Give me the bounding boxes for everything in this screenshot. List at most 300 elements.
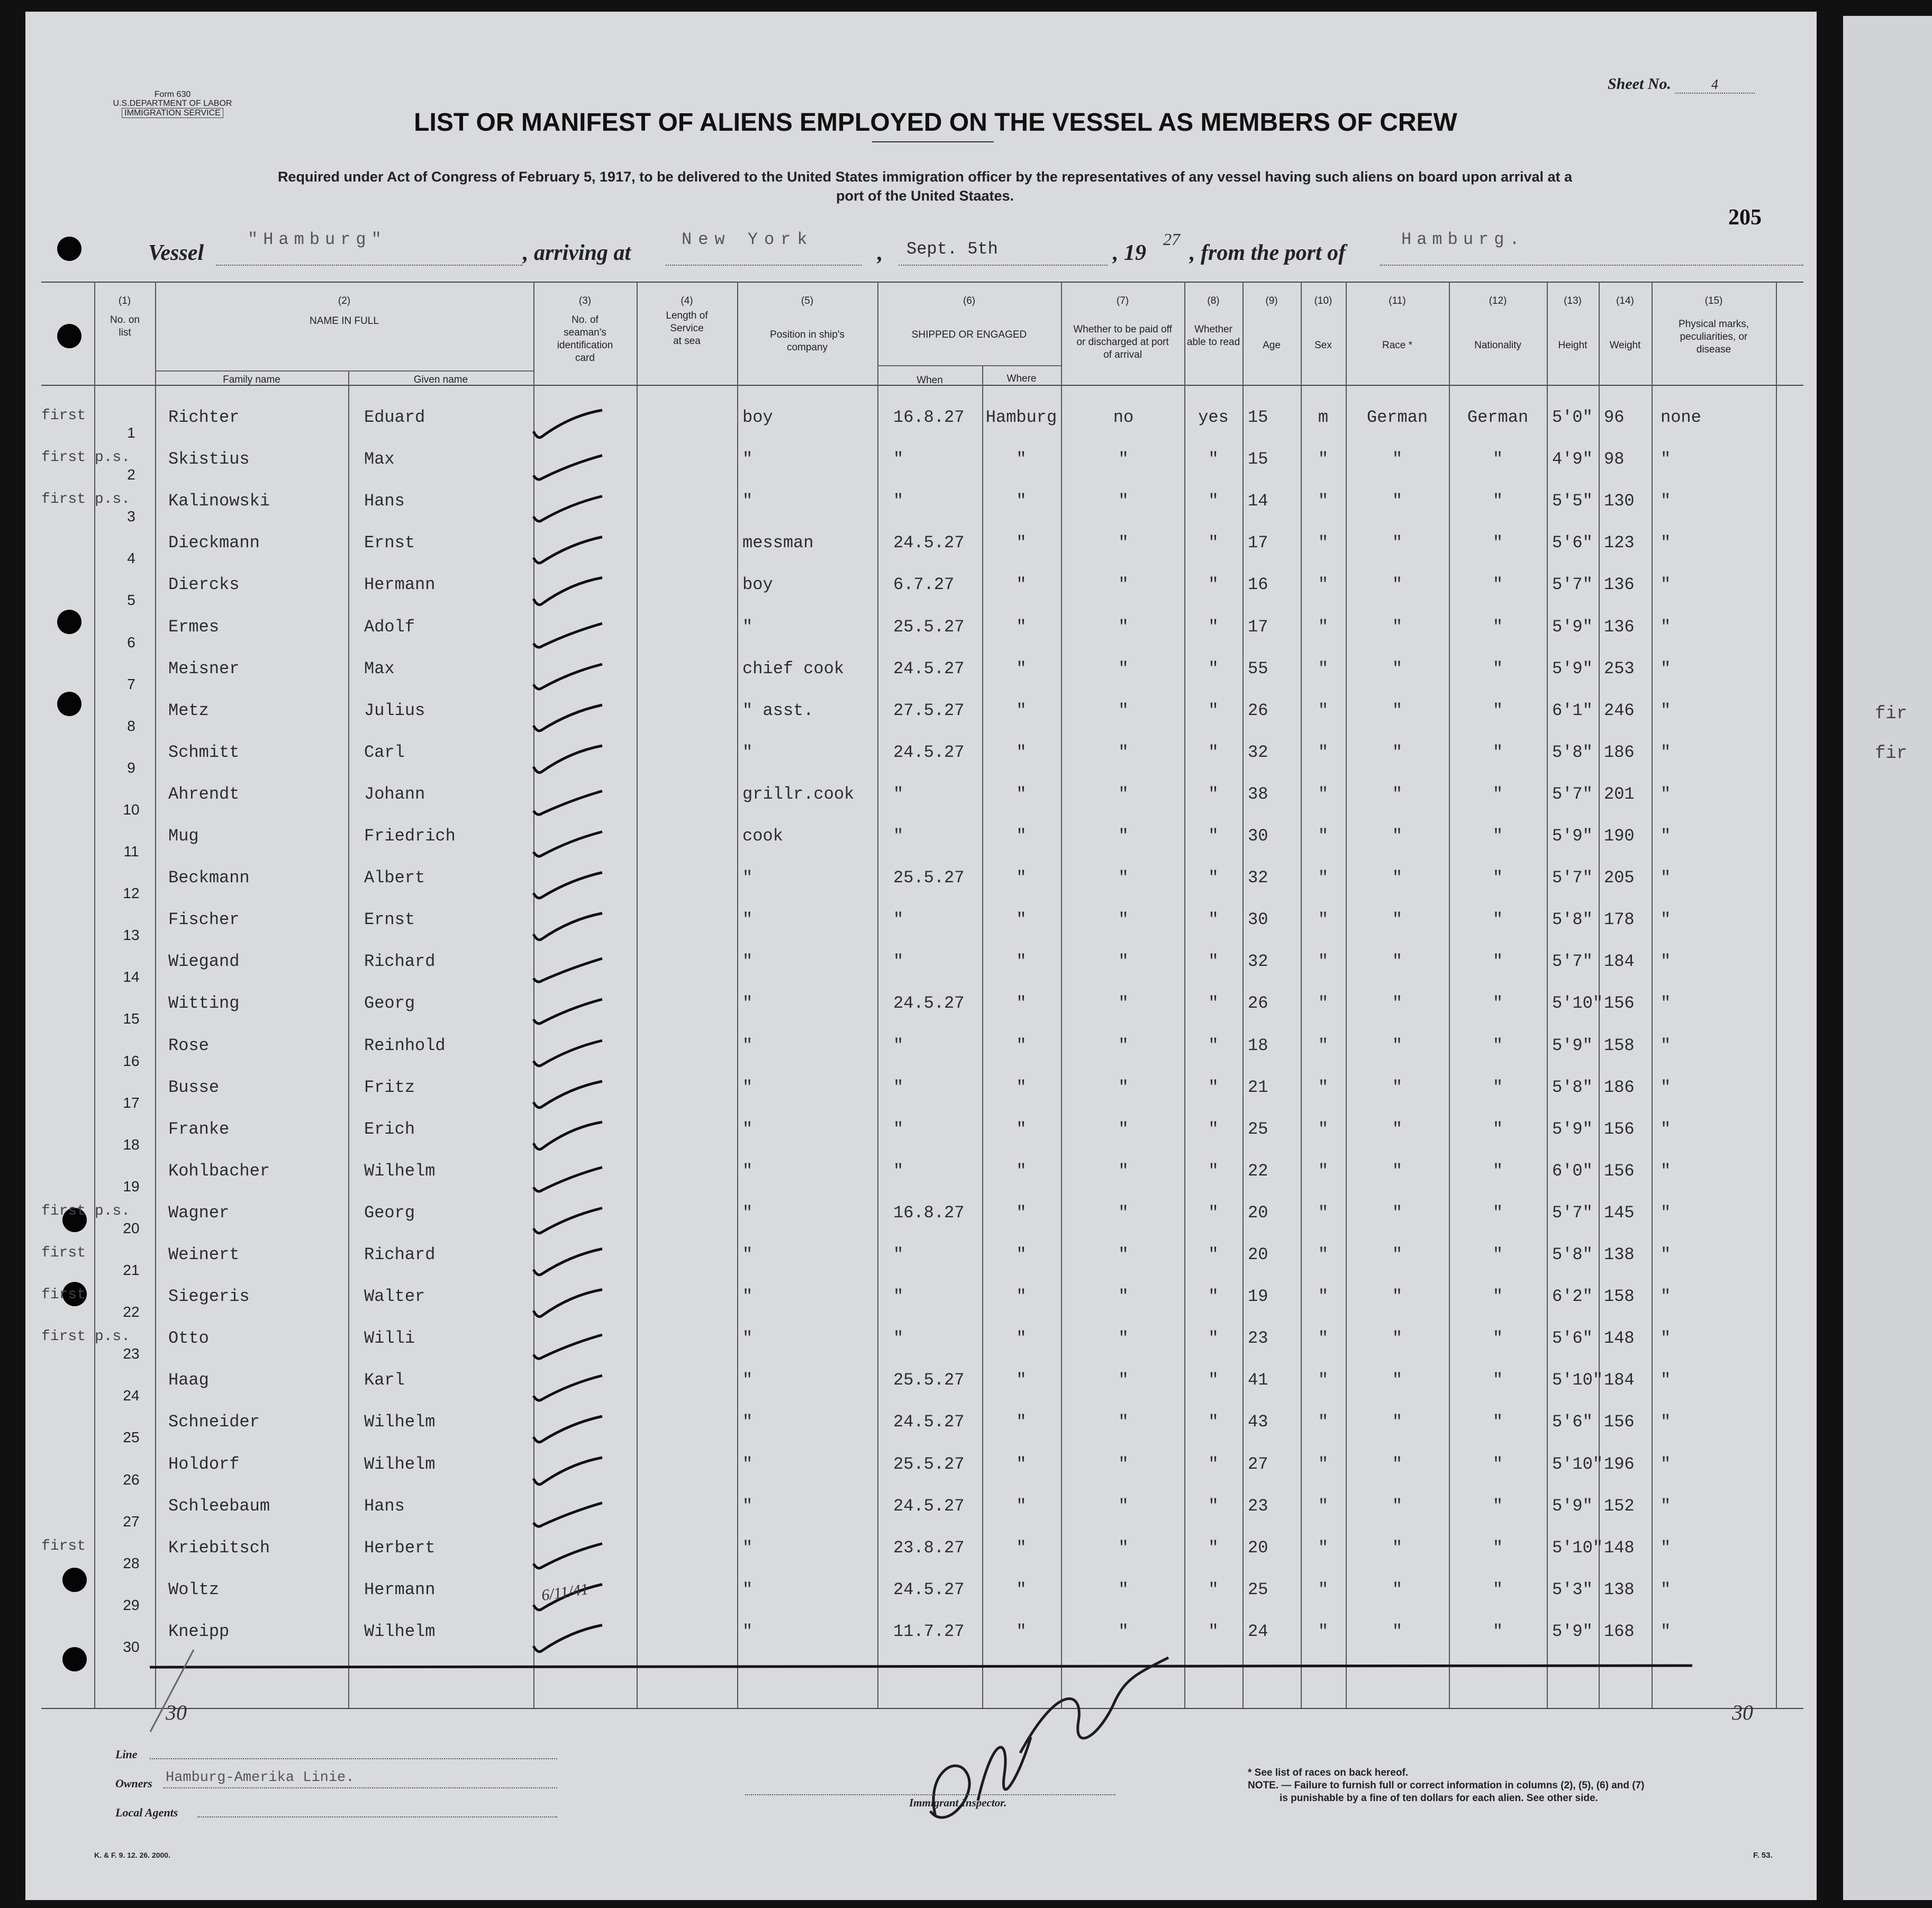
cell-position: " <box>742 1412 753 1432</box>
cell-where: " <box>1016 784 1027 804</box>
cell-position: " <box>742 1579 753 1599</box>
total-count-right: 30 <box>1732 1701 1753 1724</box>
cell-height: 5'6" <box>1552 1412 1593 1432</box>
cell-race: " <box>1392 1538 1403 1558</box>
cell-position: " <box>742 1538 753 1558</box>
cell-family: Schmitt <box>168 742 240 762</box>
cell-nat: " <box>1492 1454 1503 1474</box>
cell-height: 5'10" <box>1552 1454 1603 1474</box>
cell-weight: 158 <box>1604 1035 1635 1055</box>
cell-paid: " <box>1118 1454 1129 1474</box>
cell-race: " <box>1392 1035 1403 1055</box>
cell-paid: " <box>1118 1621 1129 1641</box>
cell-age: 20 <box>1248 1245 1268 1264</box>
cell-weight: 138 <box>1604 1245 1635 1264</box>
cell-family: Diercks <box>168 575 240 595</box>
cell-position: " <box>742 868 753 888</box>
cell-weight: 253 <box>1604 658 1635 679</box>
cell-margin: first p.s. <box>41 449 131 466</box>
row-number: 7 <box>127 675 135 692</box>
row-number: 17 <box>123 1094 140 1111</box>
cell-race: " <box>1392 1328 1403 1349</box>
cell-race: " <box>1392 993 1403 1014</box>
row-number: 6 <box>127 634 135 650</box>
header-label: NAME IN FULL <box>310 315 379 327</box>
cell-age: 25 <box>1248 1119 1268 1139</box>
document-title: LIST OR MANIFEST OF ALIENS EMPLOYED ON THE VESSEL AS MEMBERS OF CREW <box>414 108 1457 137</box>
cell-weight: 156 <box>1604 1161 1635 1181</box>
cell-paid: " <box>1118 1579 1129 1599</box>
header-num: (5) <box>801 295 814 306</box>
cell-family: Richter <box>168 408 240 427</box>
sheet-number: 4 <box>1675 77 1755 94</box>
cell-marks: " <box>1661 1077 1671 1097</box>
cell-weight: 130 <box>1604 491 1635 511</box>
cell-height: 5'7" <box>1552 952 1593 972</box>
cell-nat: " <box>1492 1538 1503 1558</box>
row-number: 28 <box>123 1554 140 1571</box>
cell-weight: 201 <box>1604 784 1635 804</box>
cell-weight: 190 <box>1604 826 1635 846</box>
row-number: 20 <box>123 1219 140 1236</box>
cell-marks: " <box>1661 742 1671 762</box>
cell-marks: " <box>1661 868 1671 888</box>
cell-paid: " <box>1118 700 1129 720</box>
cell-marks: " <box>1661 1370 1671 1390</box>
cell-age: 32 <box>1248 742 1268 762</box>
row-number: 14 <box>123 969 140 985</box>
cell-height: 5'8" <box>1552 742 1593 762</box>
cell-marks: " <box>1661 784 1671 804</box>
cell-race: German <box>1366 408 1428 427</box>
cell-paid: " <box>1118 993 1129 1014</box>
row-number: 5 <box>127 592 135 609</box>
cell-position: " <box>742 742 753 762</box>
cell-age: 22 <box>1248 1161 1268 1181</box>
cell-family: Woltz <box>168 1579 220 1599</box>
cell-nat: " <box>1492 1370 1503 1390</box>
cell-height: 5'7" <box>1552 575 1593 595</box>
cell-family: Mug <box>168 826 199 846</box>
cell-read: " <box>1208 784 1219 804</box>
header-label: Nationality <box>1474 340 1521 351</box>
cell-read: " <box>1208 1328 1219 1349</box>
cell-position: " <box>742 1077 753 1097</box>
cell-margin: first p.s. <box>41 1202 131 1219</box>
cell-marks: " <box>1661 1538 1671 1558</box>
cell-nat: " <box>1492 1035 1503 1055</box>
cell-paid: " <box>1118 533 1129 553</box>
cell-given: Walter <box>364 1287 425 1307</box>
cell-given: Herbert <box>364 1538 436 1558</box>
cell-nat: " <box>1492 1161 1503 1181</box>
cell-position: " <box>742 910 753 930</box>
cell-weight: 184 <box>1604 1370 1635 1390</box>
cell-sex: " <box>1318 491 1329 511</box>
cell-margin: first <box>41 1245 86 1261</box>
cell-marks: " <box>1661 1496 1671 1516</box>
cell-age: 14 <box>1248 491 1268 511</box>
cell-where: " <box>1016 700 1027 720</box>
cell-weight: 148 <box>1604 1328 1635 1349</box>
cell-when: 24.5.27 <box>893 1496 965 1516</box>
header-label: Sex <box>1314 340 1332 351</box>
cell-when: " <box>893 1119 904 1139</box>
line-field <box>150 1758 557 1759</box>
cell-age: 25 <box>1248 1579 1268 1599</box>
cell-position: messman <box>742 533 814 553</box>
cell-where: " <box>1016 1077 1027 1097</box>
row-number: 10 <box>123 801 140 818</box>
cell-family: Ermes <box>168 617 220 637</box>
cell-position: " <box>742 491 753 511</box>
cell-age: 17 <box>1248 533 1268 553</box>
cell-height: 5'10" <box>1552 993 1603 1014</box>
header-label: Position in ship's company <box>770 329 845 353</box>
cell-height: 5'7" <box>1552 868 1593 888</box>
row29-note: 6/11/41 <box>540 1580 590 1605</box>
cell-given: Reinhold <box>364 1035 446 1055</box>
cell-paid: " <box>1118 868 1129 888</box>
cell-marks: " <box>1661 1287 1671 1307</box>
cell-nat: " <box>1492 1119 1503 1139</box>
cell-nat: " <box>1492 1202 1503 1223</box>
cell-height: 5'0" <box>1552 408 1593 427</box>
cell-margin: first <box>41 408 86 424</box>
cell-given: Richard <box>364 1245 436 1264</box>
cell-given: Hans <box>364 491 405 511</box>
cell-weight: 123 <box>1604 533 1635 553</box>
printer-mark: K. & F. 9. 12. 26. 2000. <box>94 1851 170 1859</box>
cell-nat: " <box>1492 1496 1503 1516</box>
header-when: When <box>917 375 943 386</box>
cell-paid: " <box>1118 1370 1129 1390</box>
cell-height: 6'2" <box>1552 1287 1593 1307</box>
cell-weight: 186 <box>1604 1077 1635 1097</box>
subtitle-line-1: Required under Act of Congress of February 5, 1917, to be delivered to the United States immigration officer by the representatives of any vessel having such aliens on board upon arrival at a <box>277 169 1573 185</box>
from-port-label: , from the port of <box>1190 241 1346 265</box>
cell-position: " <box>742 1245 753 1264</box>
row-number: 3 <box>127 508 135 525</box>
cell-when: " <box>893 1077 904 1097</box>
cell-height: 5'6" <box>1552 533 1593 553</box>
cell-where: " <box>1016 1412 1027 1432</box>
cell-weight: 178 <box>1604 910 1635 930</box>
cell-position: boy <box>742 575 773 595</box>
cell-sex: " <box>1318 1035 1329 1055</box>
cell-age: 26 <box>1248 993 1268 1014</box>
cell-family: Kneipp <box>168 1621 230 1641</box>
cell-race: " <box>1392 700 1403 720</box>
cell-nat: " <box>1492 826 1503 846</box>
cell-when: 11.7.27 <box>893 1621 965 1641</box>
cell-paid: " <box>1118 1245 1129 1264</box>
cell-weight: 246 <box>1604 700 1635 720</box>
cell-read: " <box>1208 700 1219 720</box>
cell-age: 23 <box>1248 1328 1268 1349</box>
cell-where: " <box>1016 868 1027 888</box>
cell-age: 30 <box>1248 910 1268 930</box>
cell-when: 24.5.27 <box>893 533 965 553</box>
header-label: Age <box>1263 340 1281 351</box>
cell-weight: 152 <box>1604 1496 1635 1516</box>
cell-where: " <box>1016 952 1027 972</box>
cell-height: 6'1" <box>1552 700 1593 720</box>
cell-family: Schleebaum <box>168 1496 270 1516</box>
cell-paid: " <box>1118 1328 1129 1349</box>
cell-age: 20 <box>1248 1202 1268 1223</box>
cell-position: " <box>742 993 753 1014</box>
cell-family: Holdorf <box>168 1454 240 1474</box>
cell-sex: " <box>1318 1245 1329 1264</box>
cell-age: 23 <box>1248 1496 1268 1516</box>
cell-marks: " <box>1661 1621 1671 1641</box>
cell-race: " <box>1392 1077 1403 1097</box>
cell-age: 26 <box>1248 700 1268 720</box>
header-label: Length of Service at sea <box>666 310 708 347</box>
cell-family: Ahrendt <box>168 784 240 804</box>
cell-read: " <box>1208 826 1219 846</box>
row-number: 26 <box>123 1471 140 1488</box>
row-number: 1 <box>127 424 135 441</box>
cell-age: 18 <box>1248 1035 1268 1055</box>
cell-family: Meisner <box>168 658 240 679</box>
service-name: IMMIGRATION SERVICE <box>122 108 223 118</box>
vessel-name: "Hamburg" <box>248 230 387 249</box>
cell-when: " <box>893 1328 904 1349</box>
cell-nat: " <box>1492 575 1503 595</box>
cell-paid: " <box>1118 742 1129 762</box>
cell-race: " <box>1392 533 1403 553</box>
cell-marks: " <box>1661 826 1671 846</box>
cell-sex: " <box>1318 1412 1329 1432</box>
cell-family: Siegeris <box>168 1287 250 1307</box>
cell-where: " <box>1016 533 1027 553</box>
sheet-label-text: Sheet No. <box>1608 75 1671 93</box>
cell-marks: none <box>1661 408 1701 427</box>
cell-family: Kohlbacher <box>168 1161 270 1181</box>
cell-family: Haag <box>168 1370 209 1390</box>
cell-given: Wilhelm <box>364 1454 436 1474</box>
page-number: 205 <box>1728 205 1762 230</box>
cell-sex: " <box>1318 784 1329 804</box>
cell-marks: " <box>1661 658 1671 679</box>
cell-given: Adolf <box>364 617 415 637</box>
cell-sex: " <box>1318 1202 1329 1223</box>
header-num: (9) <box>1265 295 1278 306</box>
cell-age: 43 <box>1248 1412 1268 1432</box>
cell-position: " <box>742 1161 753 1181</box>
cell-family: Metz <box>168 700 209 720</box>
cell-nat: " <box>1492 868 1503 888</box>
row-number: 18 <box>123 1136 140 1153</box>
cell-nat: " <box>1492 700 1503 720</box>
cell-weight: 156 <box>1604 993 1635 1014</box>
owners-label: Owners <box>115 1777 152 1790</box>
cell-given: Max <box>364 449 395 469</box>
cell-nat: " <box>1492 1579 1503 1599</box>
header-where: Where <box>1006 373 1037 384</box>
cell-family: Fischer <box>168 910 240 930</box>
cell-nat: " <box>1492 742 1503 762</box>
row-number: 30 <box>123 1638 140 1655</box>
cell-height: 5'9" <box>1552 617 1593 637</box>
cell-sex: " <box>1318 993 1329 1014</box>
cell-height: 5'6" <box>1552 1328 1593 1349</box>
cell-given: Richard <box>364 952 436 972</box>
cell-marks: " <box>1661 952 1671 972</box>
cell-sex: " <box>1318 742 1329 762</box>
cell-position: " <box>742 1035 753 1055</box>
cell-read: " <box>1208 1621 1219 1641</box>
cell-nat: " <box>1492 993 1503 1014</box>
row-number: 4 <box>127 550 135 567</box>
cell-given: Albert <box>364 868 425 888</box>
cell-race: " <box>1392 1412 1403 1432</box>
cell-age: 24 <box>1248 1621 1268 1641</box>
penalty-note-1: NOTE. — Failure to furnish full or correct information in columns (2), (5), (6) and (7) <box>1248 1780 1645 1791</box>
cell-age: 17 <box>1248 617 1268 637</box>
cell-marks: " <box>1661 1328 1671 1349</box>
comma: , <box>877 241 883 265</box>
header-num: (1) <box>118 295 131 306</box>
cell-weight: 145 <box>1604 1202 1635 1223</box>
header-num: (3) <box>578 295 592 306</box>
cell-age: 32 <box>1248 868 1268 888</box>
cell-nat: " <box>1492 1621 1503 1641</box>
cell-race: " <box>1392 1370 1403 1390</box>
cell-marks: " <box>1661 1579 1671 1599</box>
cell-sex: " <box>1318 1161 1329 1181</box>
cell-paid: " <box>1118 1161 1129 1181</box>
cell-when: 24.5.27 <box>893 1412 965 1432</box>
header-num: (7) <box>1116 295 1129 306</box>
cell-paid: " <box>1118 617 1129 637</box>
cell-family: Skistius <box>168 449 250 469</box>
cell-paid: " <box>1118 449 1129 469</box>
cell-where: " <box>1016 658 1027 679</box>
cell-position: " <box>742 449 753 469</box>
header-num: (13) <box>1564 295 1582 306</box>
cell-where: " <box>1016 1454 1027 1474</box>
cell-family: Otto <box>168 1328 209 1349</box>
cell-read: " <box>1208 1245 1219 1264</box>
cell-race: " <box>1392 1245 1403 1264</box>
cell-given: Fritz <box>364 1077 415 1097</box>
cell-where: " <box>1016 1496 1027 1516</box>
cell-where: " <box>1016 742 1027 762</box>
cell-when: 27.5.27 <box>893 700 965 720</box>
cell-where: " <box>1016 1245 1027 1264</box>
cell-sex: " <box>1318 1328 1329 1349</box>
cell-weight: 186 <box>1604 742 1635 762</box>
cell-where: " <box>1016 1538 1027 1558</box>
cell-height: 5'10" <box>1552 1370 1603 1390</box>
cell-nat: " <box>1492 784 1503 804</box>
cell-read: " <box>1208 1161 1219 1181</box>
cell-weight: 168 <box>1604 1621 1635 1641</box>
cell-margin: first p.s. <box>41 491 131 508</box>
cell-nat: " <box>1492 449 1503 469</box>
cell-read: " <box>1208 1496 1219 1516</box>
cell-when: " <box>893 1287 904 1307</box>
header-num: (10) <box>1314 295 1332 306</box>
cell-read: " <box>1208 491 1219 511</box>
vessel-label: Vessel <box>148 241 204 265</box>
cell-where: " <box>1016 1621 1027 1641</box>
cell-height: 5'9" <box>1552 1496 1593 1516</box>
cell-nat: " <box>1492 1077 1503 1097</box>
cell-when: " <box>893 449 904 469</box>
cell-height: 5'9" <box>1552 1119 1593 1139</box>
row-number: 9 <box>127 759 135 776</box>
cell-age: 21 <box>1248 1077 1268 1097</box>
cell-race: " <box>1392 952 1403 972</box>
cell-marks: " <box>1661 533 1671 553</box>
header-num: (6) <box>963 295 976 306</box>
cell-family: Rose <box>168 1035 209 1055</box>
cell-when: " <box>893 1245 904 1264</box>
cell-sex: " <box>1318 1370 1329 1390</box>
cell-marks: " <box>1661 1119 1671 1139</box>
cell-sex: " <box>1318 700 1329 720</box>
cell-read: " <box>1208 993 1219 1014</box>
cell-given: Wilhelm <box>364 1412 436 1432</box>
cell-given: Wilhelm <box>364 1161 436 1181</box>
cell-weight: 158 <box>1604 1287 1635 1307</box>
cell-marks: " <box>1661 1035 1671 1055</box>
cell-height: 4'9" <box>1552 449 1593 469</box>
cell-position: " <box>742 1496 753 1516</box>
row-number: 2 <box>127 466 135 483</box>
arrival-date: Sept. 5th <box>906 239 998 259</box>
cell-given: Hermann <box>364 575 436 595</box>
header-label: Weight <box>1609 340 1641 351</box>
cell-paid: " <box>1118 1538 1129 1558</box>
cell-family: Beckmann <box>168 868 250 888</box>
inspector-label: Immigrant Inspector. <box>909 1796 1007 1809</box>
header-label: Whether able to read <box>1186 324 1240 348</box>
cell-sex: " <box>1318 658 1329 679</box>
header-label: No. of seaman's identification card <box>557 314 613 364</box>
cell-height: 5'7" <box>1552 784 1593 804</box>
cell-race: " <box>1392 742 1403 762</box>
cell-nat: " <box>1492 533 1503 553</box>
cell-weight: 196 <box>1604 1454 1635 1474</box>
cell-given: Hans <box>364 1496 405 1516</box>
cell-height: 5'9" <box>1552 1035 1593 1055</box>
cell-read: " <box>1208 742 1219 762</box>
form-number: Form 630 <box>154 90 191 99</box>
inspector-signature <box>930 1658 1168 1817</box>
cell-family: Witting <box>168 993 240 1014</box>
cell-when: 25.5.27 <box>893 1454 965 1474</box>
cell-paid: " <box>1118 491 1129 511</box>
cell-height: 5'5" <box>1552 491 1593 511</box>
cell-paid: " <box>1118 826 1129 846</box>
cell-where: " <box>1016 1202 1027 1223</box>
cell-age: 27 <box>1248 1454 1268 1474</box>
header-label: Whether to be paid off or discharged at port of arrival <box>1073 324 1172 360</box>
cell-sex: " <box>1318 1538 1329 1558</box>
row-number: 23 <box>123 1345 140 1362</box>
cell-read: " <box>1208 1035 1219 1055</box>
cell-where: " <box>1016 1035 1027 1055</box>
cell-age: 38 <box>1248 784 1268 804</box>
cell-position: " <box>742 1454 753 1474</box>
header-num: (4) <box>681 295 693 306</box>
cell-age: 16 <box>1248 575 1268 595</box>
